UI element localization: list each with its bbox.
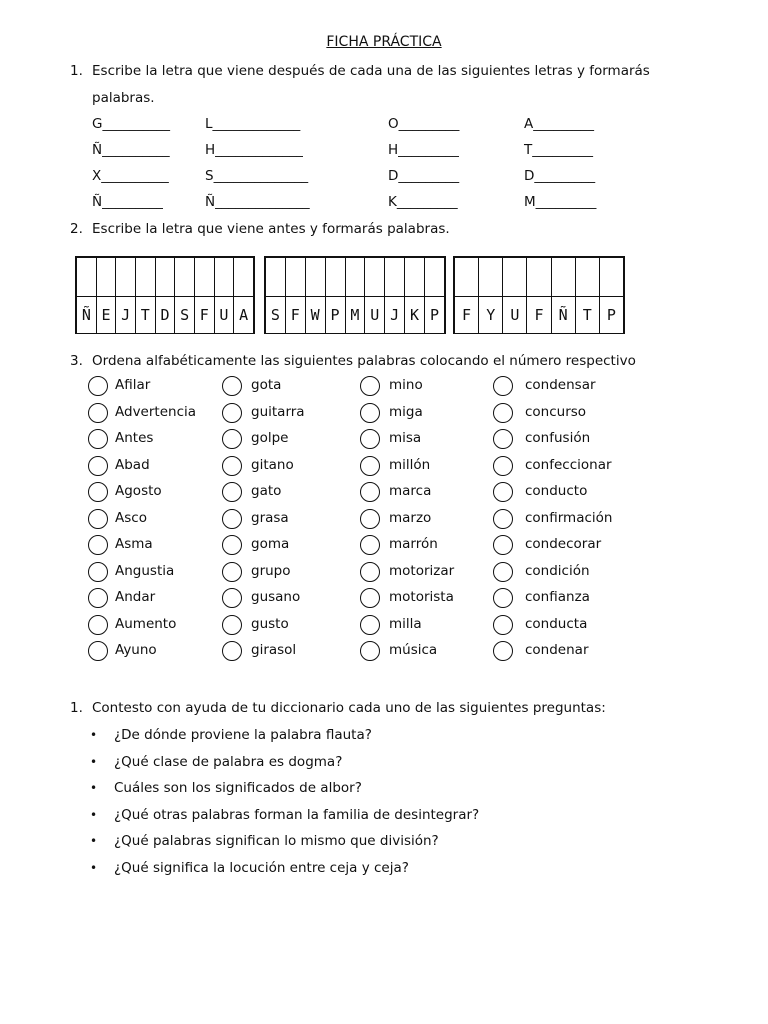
word-item: marzo [389,509,432,526]
order-number-circle[interactable] [493,429,513,449]
word-item: Andar [115,589,156,605]
order-number-circle[interactable] [360,509,380,529]
grid-letter: F [455,297,479,334]
word-item: Asma [115,536,153,552]
order-number-circle[interactable] [88,562,108,582]
order-number-circle[interactable] [222,376,242,396]
letter-blank[interactable]: D_________ [388,168,460,184]
letter-grid [453,256,625,334]
grid-answer-cell[interactable] [575,258,599,297]
letter-blank[interactable]: D_________ [524,168,596,184]
word-item: motorizar [389,562,455,579]
letter-blank[interactable]: T_________ [524,142,593,158]
grid-letter: E [96,297,116,334]
grid-letter: J [116,297,136,334]
order-number-circle[interactable] [360,562,380,582]
grid-answer-cell[interactable] [425,258,445,297]
word-item: condenar [525,642,589,658]
word-item: marca [389,483,432,499]
grid-answer-cell[interactable] [345,258,365,297]
grid-letter: F [194,297,214,334]
order-number-circle[interactable] [222,429,242,449]
section1-instruction: Escribe la letra que viene después de cada una de las siguientes letras y formarás [92,63,650,79]
grid-letter: U [365,297,385,334]
section2-number: 2. [70,221,83,237]
order-number-circle[interactable] [360,482,380,502]
grid-answer-cell[interactable] [234,258,254,297]
section3-instruction: Ordena alfabéticamente las siguientes palabras colocando el número respectivo [92,353,636,369]
order-number-circle[interactable] [222,403,242,423]
section1-instruction-cont: palabras. [92,90,155,106]
word-item: Advertencia [115,403,197,420]
order-number-circle[interactable] [222,641,242,661]
word-item: conducto [525,483,588,499]
bullet-icon: • [90,834,98,848]
order-number-circle[interactable] [222,509,242,529]
grid-letter: W [305,297,325,334]
grid-letter: P [599,297,623,334]
letter-blank[interactable]: X__________ [92,168,169,184]
grid-answer-cell[interactable] [551,258,575,297]
order-number-circle[interactable] [88,376,108,396]
grid-answer-cell[interactable] [175,258,195,297]
word-item: marrón [389,536,438,552]
order-number-circle[interactable] [222,456,242,476]
grid-letter: Y [479,297,503,334]
word-item: grasa [251,509,289,526]
word-item: Ayuno [115,642,157,658]
grid-letter: S [266,297,286,334]
grid-answer-cell[interactable] [479,258,503,297]
grid-answer-cell[interactable] [503,258,527,297]
letter-blank[interactable]: A_________ [524,116,594,132]
order-number-circle[interactable] [88,588,108,608]
grid-letter: J [385,297,405,334]
grid-letter: F [285,297,305,334]
grid-answer-cell[interactable] [405,258,425,297]
grid-answer-cell[interactable] [116,258,136,297]
word-item: concurso [525,403,587,420]
word-item: milla [389,615,422,632]
order-number-circle[interactable] [493,641,513,661]
order-number-circle[interactable] [88,535,108,555]
order-number-circle[interactable] [222,615,242,635]
grid-answer-cell[interactable] [325,258,345,297]
order-number-circle[interactable] [493,562,513,582]
grid-answer-cell[interactable] [385,258,405,297]
question-item: ¿Qué palabras significan lo mismo que división? [114,833,439,849]
letter-blank[interactable]: Ñ__________ [92,142,170,158]
letter-blank[interactable]: H_____________ [205,142,303,158]
letter-blank[interactable]: M_________ [524,194,597,210]
letter-blank[interactable]: G__________ [92,116,170,132]
order-number-circle[interactable] [493,535,513,555]
grid-answer-cell[interactable] [527,258,551,297]
word-item: condensar [525,377,596,393]
letter-blank[interactable]: K_________ [388,194,458,210]
bullet-icon: • [90,754,98,769]
bullet-icon: • [90,860,98,875]
order-number-circle[interactable] [493,482,513,502]
word-item: Angustia [115,562,175,579]
question-item: ¿Qué significa la locución entre ceja y ceja? [114,859,409,876]
order-number-circle[interactable] [88,482,108,502]
order-number-circle[interactable] [360,403,380,423]
grid-letter: S [175,297,195,334]
letter-blank[interactable]: Ñ______________ [205,194,310,210]
question-item: ¿Qué clase de palabra es dogma? [114,753,343,770]
bullet-icon: • [90,807,98,822]
section3-number: 3. [70,353,83,369]
grid-letter: T [135,297,155,334]
grid-answer-cell[interactable] [266,258,286,297]
word-item: gusto [251,615,289,632]
letter-grid [75,256,255,334]
word-item: golpe [251,430,289,446]
word-item: confirmación [525,509,613,526]
word-item: mino [389,377,423,393]
order-number-circle[interactable] [88,615,108,635]
word-item: gitano [251,456,294,473]
order-number-circle[interactable] [360,588,380,608]
grid-answer-cell[interactable] [285,258,305,297]
word-item: confeccionar [525,456,612,473]
bullet-icon: • [90,781,98,795]
order-number-circle[interactable] [360,429,380,449]
order-number-circle[interactable] [88,641,108,661]
word-item: condecorar [525,536,602,552]
grid-letter: K [405,297,425,334]
order-number-circle[interactable] [88,403,108,423]
order-number-circle[interactable] [360,376,380,396]
order-number-circle[interactable] [493,509,513,529]
word-item: Antes [115,430,154,446]
word-item: Abad [115,456,150,473]
grid-answer-cell[interactable] [599,258,623,297]
grid-letter: P [325,297,345,334]
word-item: gota [251,377,282,393]
question-item: ¿De dónde proviene la palabra flauta? [114,727,372,743]
order-number-circle[interactable] [493,376,513,396]
order-number-circle[interactable] [493,456,513,476]
order-number-circle[interactable] [222,562,242,582]
grid-answer-cell[interactable] [455,258,479,297]
word-item: confusión [525,430,591,446]
grid-answer-cell[interactable] [214,258,234,297]
word-item: millón [389,456,431,473]
word-item: conducta [525,615,588,632]
word-item: gato [251,483,282,499]
order-number-circle[interactable] [493,588,513,608]
grid-letter: Ñ [77,297,97,334]
grid-letter: T [575,297,599,334]
order-number-circle[interactable] [88,509,108,529]
grid-answer-cell[interactable] [77,258,97,297]
word-item: grupo [251,562,291,579]
letter-blank[interactable]: H_________ [388,142,459,158]
grid-letter: P [425,297,445,334]
word-item: Asco [115,509,147,526]
order-number-circle[interactable] [493,615,513,635]
grid-letter: F [527,297,551,334]
word-item: misa [389,430,422,446]
word-item: gusano [251,589,301,605]
word-item: Afilar [115,377,151,393]
question-item: ¿Qué otras palabras forman la familia de desintegrar? [114,806,480,823]
order-number-circle[interactable] [222,482,242,502]
grid-letter: Ñ [551,297,575,334]
grid-answer-cell[interactable] [194,258,214,297]
word-item: girasol [251,642,297,658]
word-item: Agosto [115,483,162,499]
order-number-circle[interactable] [360,456,380,476]
section4-instruction: Contesto con ayuda de tu diccionario cada uno de las siguientes preguntas: [92,700,606,716]
grid-answer-cell[interactable] [365,258,385,297]
grid-answer-cell[interactable] [305,258,325,297]
order-number-circle[interactable] [360,615,380,635]
word-item: música [389,642,438,658]
order-number-circle[interactable] [493,403,513,423]
word-item: goma [251,536,290,552]
grid-answer-cell[interactable] [135,258,155,297]
letter-grid [264,256,446,334]
word-item: condición [525,562,590,579]
grid-letter: A [234,297,254,334]
section2-instruction: Escribe la letra que viene antes y formarás palabras. [92,221,450,237]
order-number-circle[interactable] [360,535,380,555]
section1-number: 1. [70,63,83,79]
order-number-circle[interactable] [360,641,380,661]
word-item: guitarra [251,403,305,420]
letter-blank[interactable]: Ñ_________ [92,194,163,210]
word-item: Aumento [115,615,177,632]
bullet-icon: • [90,728,98,742]
grid-letter: D [155,297,175,334]
order-number-circle[interactable] [88,456,108,476]
grid-letter: U [214,297,234,334]
grid-letter: U [503,297,527,334]
word-item: miga [389,403,423,420]
order-number-circle[interactable] [222,588,242,608]
grid-letter: M [345,297,365,334]
letter-blank[interactable]: L_____________ [205,116,301,132]
order-number-circle[interactable] [222,535,242,555]
section4-number: 1. [70,700,83,716]
letter-blank[interactable]: O_________ [388,116,460,132]
page-title: FICHA PRÁCTICA [326,34,442,50]
grid-answer-cell[interactable] [96,258,116,297]
word-item: confianza [525,589,590,605]
grid-answer-cell[interactable] [155,258,175,297]
letter-blank[interactable]: S______________ [205,168,309,184]
word-item: motorista [389,589,454,605]
question-item: Cuáles son los significados de albor? [114,780,362,796]
order-number-circle[interactable] [88,429,108,449]
